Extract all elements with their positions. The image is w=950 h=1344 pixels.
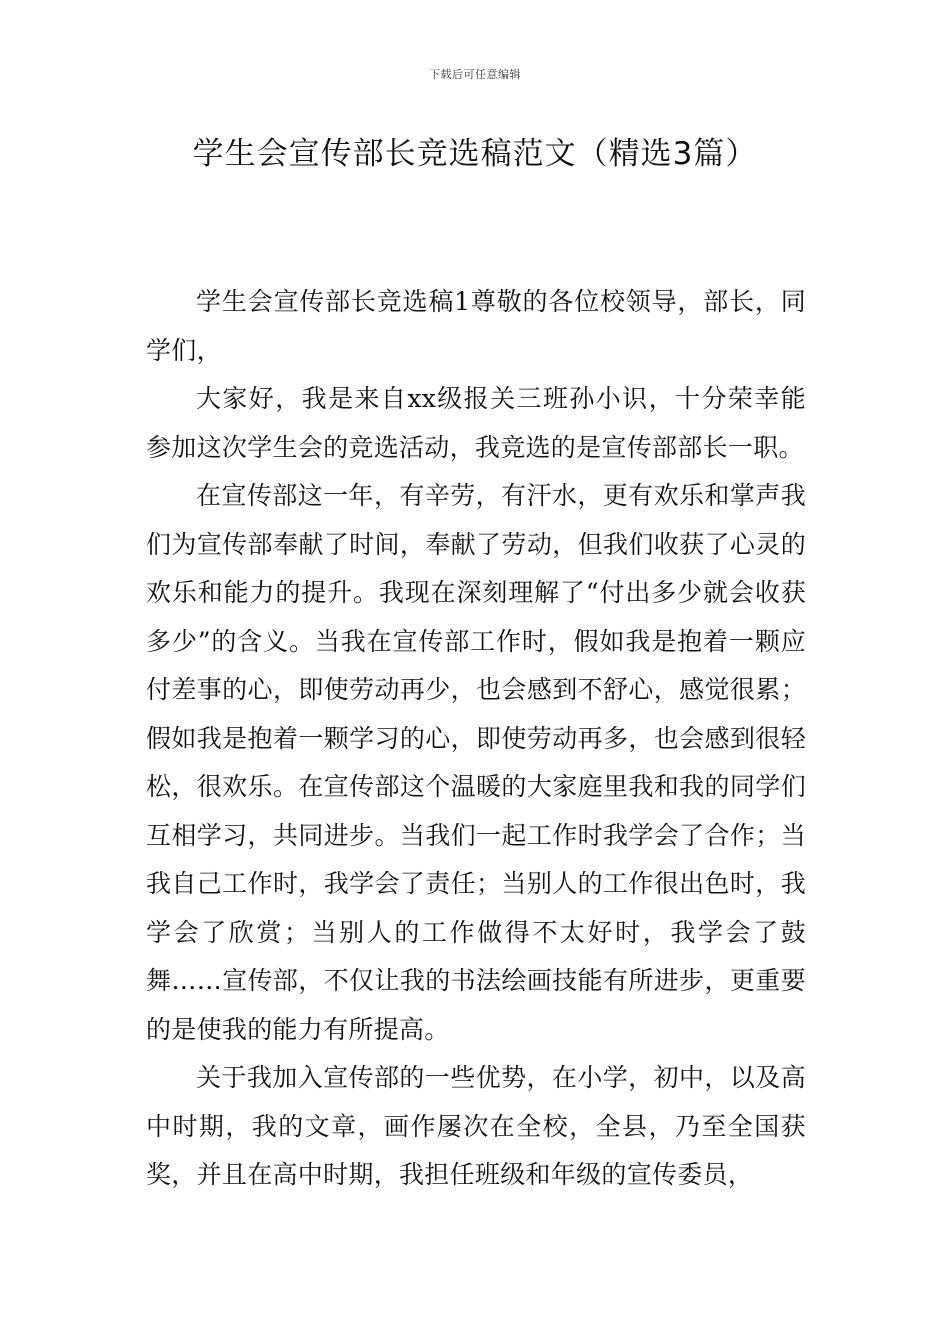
paragraph-advantages: 关于我加入宣传部的一些优势，在小学，初中，以及高中时期，我的文章，画作屡次在全校，全县，乃至全国获奖，并且在高中时期，我担任班级和年级的宣传委员， [146,1063,806,1189]
paragraph-introduction: 大家好，我是来自xx级报关三班孙小识，十分荣幸能参加这次学生会的竞选活动，我竞选的是宣传部部长一职。 [146,384,806,462]
paragraph-greeting: 学生会宣传部长竞选稿1尊敬的各位校领导，部长，同学们， [146,287,806,365]
header-note: 下载后可任意编辑 [429,68,521,81]
document-body [146,278,806,1200]
document-title: 学生会宣传部长竞选稿范文（精选3篇） [192,136,758,172]
paragraph-experience: 在宣传部这一年，有辛劳，有汗水，更有欢乐和掌声我们为宣传部奉献了时间，奉献了劳动，但我们收获了心灵的欢乐和能力的提升。我现在深刻理解了“付出多少就会收获多少”的含义。当我在宣传部工作时，假如我是抱着一颗应付差事的心，即使劳动再少，也会感到不舒心，感觉很累；假如我是抱着一颗学习的心，即使劳动再多，也会感到很轻松，很欢乐。在宣传部这个温暖的大家庭里我和我的同学们互相学习，共同进步。当我们一起工作时我学会了合作；当我自己工作时，我学会了责任；当别人的工作很出色时，我学会了欣赏；当别人的工作做得不太好时，我学会了鼓舞……宣传部，不仅让我的书法绘画技能有所进步，更重要的是使我的能力有所提高。 [146,481,806,1044]
